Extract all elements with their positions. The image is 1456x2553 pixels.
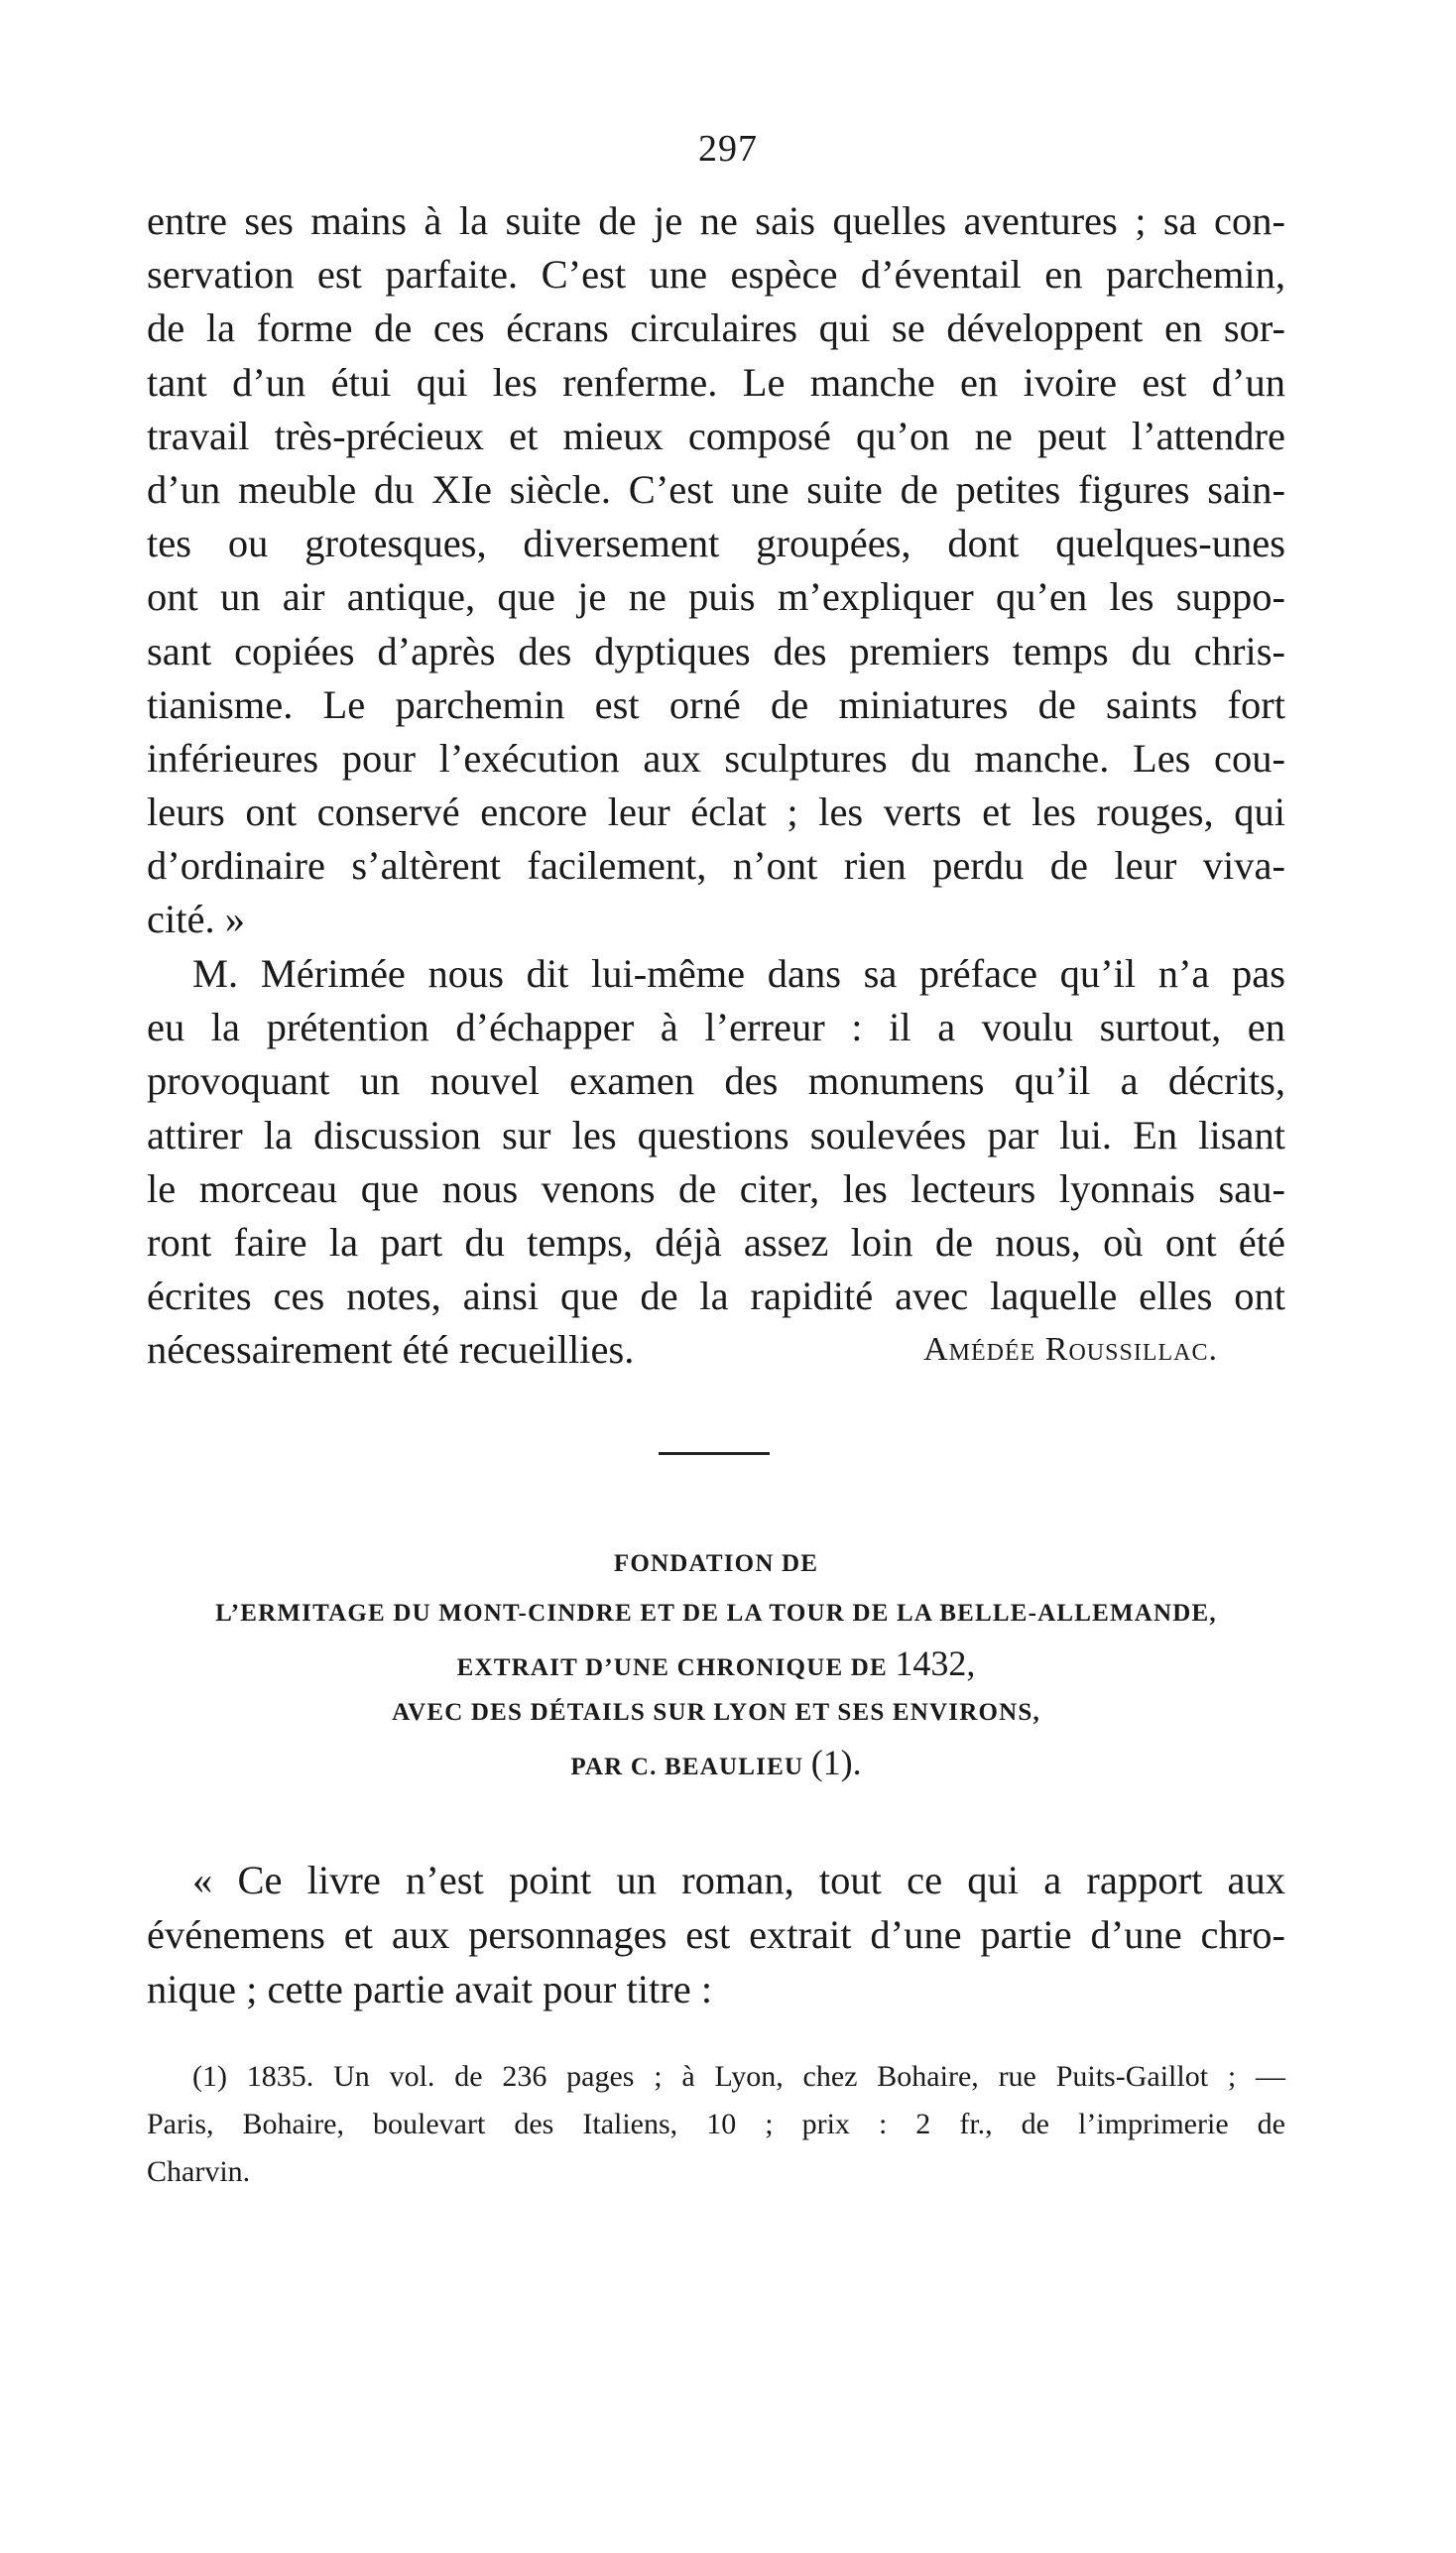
text-line: provoquant un nouvel examen des monumens qu’il a décrits, — [147, 1058, 1285, 1104]
text-line: entre ses mains à la suite de je ne sais quelles aventures ; sa con- — [147, 198, 1285, 243]
text-line: tant d’un étui qui les renferme. Le manche en ivoire est d’un — [147, 359, 1285, 405]
text-line: ont un air antique, que je ne puis m’expliquer qu’en les suppo- — [147, 574, 1285, 620]
article-title — [147, 1539, 1285, 1787]
author-signature: Amédée Roussillac. — [923, 1331, 1218, 1369]
footnote-line: Paris, Bohaire, boulevart des Italiens, 10 ; prix : 2 fr., de l’imprimerie de — [147, 2108, 1285, 2140]
text-line: leurs ont conservé encore leur éclat ; les verts et les rouges, qui — [147, 790, 1285, 835]
title-line-text: EXTRAIT D’UNE CHRONIQUE DE — [456, 1654, 888, 1681]
text-line: d’un meuble du XIe siècle. C’est une suite de petites figures sain- — [147, 466, 1285, 512]
text-line: tianisme. Le parchemin est orné de miniatures de saints fort — [147, 681, 1285, 727]
text-line: nique ; cette partie avait pour titre : — [147, 1967, 713, 2011]
text-line: cité. » — [147, 897, 245, 942]
section-divider — [659, 1452, 770, 1455]
footnote-line: (1) 1835. Un vol. de 236 pages ; à Lyon, chez Bohaire, rue Puits-Gaillot ; — — [192, 2060, 1285, 2093]
text-line: d’ordinaire s’altèrent facilement, n’ont rien perdu de leur viva- — [147, 843, 1285, 889]
text-line: tes ou grotesques, diversement groupées, dont quelques-unes — [147, 521, 1285, 566]
footnote-reference: (1). — [810, 1743, 862, 1782]
page-number: 297 — [698, 128, 758, 170]
text-line: M. Mérimée nous dit lui-même dans sa préface qu’il n’a pas — [192, 951, 1285, 996]
title-year: 1432, — [895, 1643, 976, 1683]
merimee-paragraph — [147, 947, 1285, 1378]
text-line: le morceau que nous venons de citer, les lecteurs lyonnais sau- — [147, 1165, 1285, 1211]
quote-paragraph — [147, 1853, 1285, 2016]
text-line: écrites ces notes, ainsi que de la rapidité avec laquelle elles ont — [147, 1274, 1285, 1319]
text-line: servation est parfaite. C’est une espèce d’éventail en parchemin, — [147, 252, 1285, 298]
title-line — [147, 1639, 1285, 1688]
text-line: sant copiées d’après des dyptiques des premiers temps du chris- — [147, 628, 1285, 673]
footnote — [147, 2053, 1285, 2196]
title-line: FONDATION DE — [613, 1550, 819, 1577]
text-line: ront faire la part du temps, déjà assez loin de nous, où ont été — [147, 1219, 1285, 1265]
text-line: de la forme de ces écrans circulaires qui se développent en sor- — [147, 305, 1285, 351]
text-line: nécessairement été recueillies. — [147, 1327, 635, 1373]
footnote-line: Charvin. — [147, 2155, 251, 2188]
text-line: travail très-précieux et mieux composé qu’on ne peut l’attendre — [147, 413, 1285, 458]
title-line-text: PAR C. BEAULIEU — [570, 1754, 804, 1780]
text-line: attirer la discussion sur les questions soulevées par lui. En lisant — [147, 1112, 1285, 1157]
text-line: inférieures pour l’exécution aux sculptures du manche. Les cou- — [147, 735, 1285, 781]
text-line: eu la prétention d’échapper à l’erreur : il a voulu surtout, en — [147, 1005, 1285, 1050]
continuation-paragraph — [147, 194, 1285, 947]
title-line: AVEC DES DÉTAILS SUR LYON ET SES ENVIRONS, — [392, 1699, 1040, 1726]
text-line: événemens et aux personnages est extrait d’une partie d’une chro- — [147, 1912, 1285, 1957]
text-line: « Ce livre n’est point un roman, tout ce qui a rapport aux — [192, 1858, 1285, 1902]
title-line — [147, 1738, 1285, 1787]
closing-line — [147, 1323, 1285, 1377]
title-line: L’ERMITAGE DU MONT-CINDRE ET DE LA TOUR DE LA BELLE-ALLEMANDE, — [215, 1600, 1217, 1627]
